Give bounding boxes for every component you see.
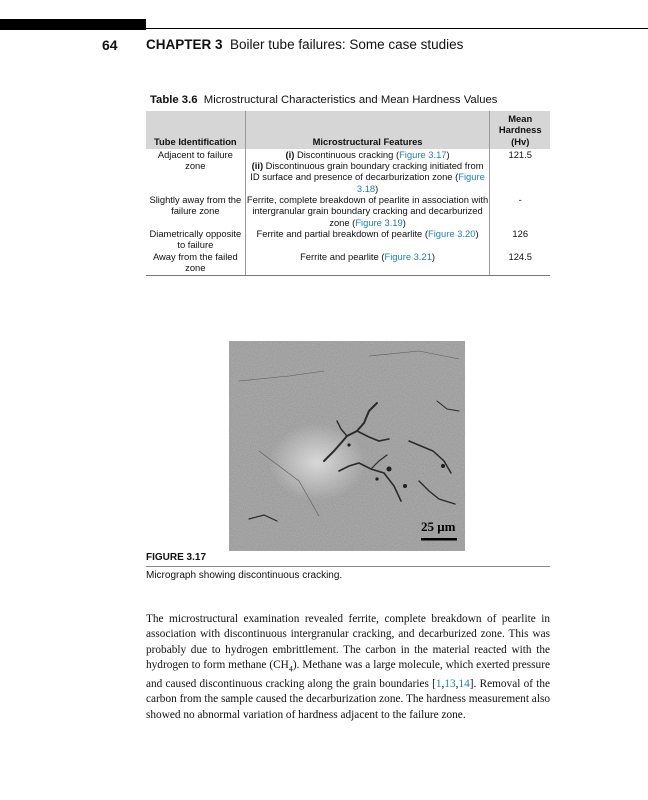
cell-hardness: 126 [490, 228, 550, 251]
header-bar [0, 19, 146, 30]
table-row [146, 251, 550, 276]
table-row [146, 149, 550, 194]
figure-rule [146, 566, 550, 567]
table-number: Table 3.6 [150, 94, 198, 106]
body-paragraph: The microstructural examination revealed ferrite, complete breakdown of pearlite in association with discontinuous intergranular cracking, and decarburized zone. This was probably due to hydrogen embrittlement. The carbon in the material reacted with the hydrogen to form methane $(CH_4)$. Methane was a large molecule, which exerted pressure and caused discontinuous cracking along the grain boundaries [1,13,14]. Removal of the carbon from the sample caused the decarburization zone. The hardness measurement also showed no abnormal variation of hardness adjacent to the failure zone. [146, 613, 550, 721]
col-header-tube: Tube Identification [146, 111, 245, 149]
citation-link[interactable]: 13 [444, 677, 456, 690]
citation-link[interactable]: 1 [435, 677, 442, 690]
scale-bar-label: 25 μm [421, 519, 456, 534]
cell-features: Ferrite, complete breakdown of pearlite in association with intergranular grain boundary cracking and decarburized zone (Figure 3.19) [246, 194, 489, 228]
hardness-table [146, 111, 550, 276]
table-row [146, 194, 550, 228]
header-rule [146, 28, 648, 29]
cell-features: (i) Discontinuous cracking (Figure 3.17) (ii) Discontinuous grain boundary cracking initiated from ID surface and presence of decarburization zone (Figure 3.18) [245, 149, 490, 194]
micrograph-image [229, 341, 465, 551]
chapter-title: Boiler tube failures: Some case studies [230, 37, 464, 52]
cell-hardness: - [490, 194, 550, 228]
chapter-label: CHAPTER 3 [146, 37, 223, 52]
table-caption [150, 94, 497, 106]
figure-link[interactable]: Figure 3.21 [384, 250, 432, 262]
col-header-hardness: Mean Hardness (Hv) [490, 111, 550, 149]
table-row [146, 228, 550, 251]
cell-tube-id: Slightly away from the failure zone [149, 194, 242, 217]
cell-tube-id: Adjacent to failure zone [157, 148, 233, 172]
cell-tube-id: Away from the failed zone [146, 251, 245, 276]
table-title: Microstructural Characteristics and Mean Hardness Values [203, 94, 498, 106]
cell-tube-id: Diametrically opposite to failure [149, 227, 242, 251]
scale-bar [421, 538, 457, 541]
page-number: 64 [102, 37, 118, 53]
cell-hardness: 124.5 [490, 251, 550, 276]
citation-link[interactable]: 14 [458, 677, 470, 690]
figure-link[interactable]: Figure 3.18 [356, 171, 485, 194]
figure-link[interactable]: Figure 3.20 [428, 227, 476, 239]
col-header-features: Microstructural Features [245, 111, 490, 149]
figure-link[interactable]: Figure 3.19 [355, 216, 403, 228]
cell-features: Ferrite and pearlite (Figure 3.21) [245, 251, 490, 276]
running-head [146, 37, 463, 52]
figure-label: FIGURE 3.17 [146, 552, 207, 563]
figure-link[interactable]: Figure 3.17 [399, 148, 447, 160]
figure-caption: Micrograph showing discontinuous cracking. [146, 570, 343, 581]
cell-hardness: 121.5 [490, 149, 550, 194]
cell-features: Ferrite and partial breakdown of pearlite (Figure 3.20) [245, 228, 490, 251]
